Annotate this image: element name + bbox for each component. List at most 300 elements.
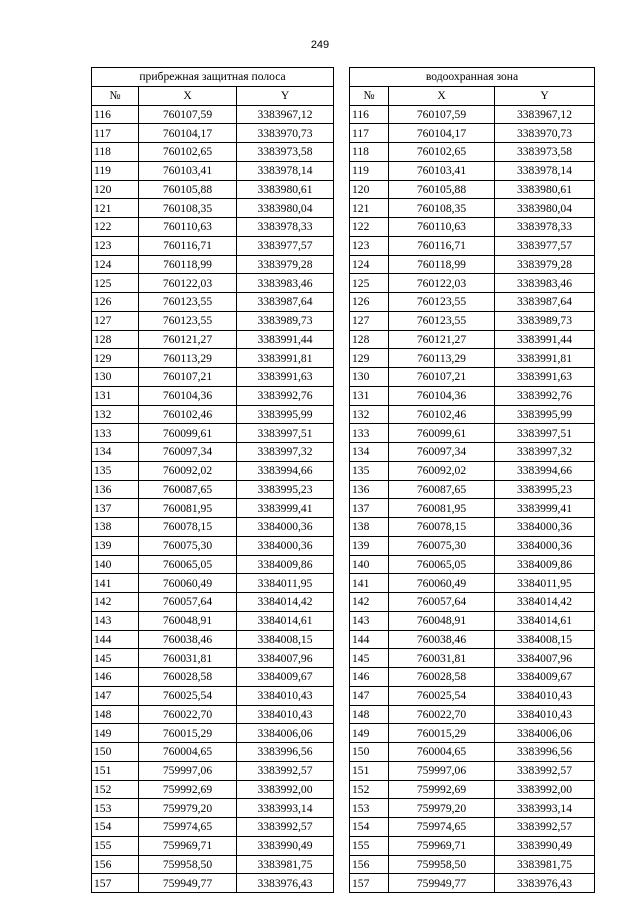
- point-number: 148: [92, 705, 139, 724]
- x-coordinate: 760028,58: [389, 668, 495, 687]
- x-coordinate: 759958,50: [389, 855, 495, 874]
- x-coordinate: 760103,41: [389, 161, 495, 180]
- x-coordinate: 760105,88: [139, 180, 237, 199]
- point-number: 131: [350, 386, 389, 405]
- y-coordinate: 3383989,73: [237, 311, 334, 330]
- point-number: 125: [92, 274, 139, 293]
- point-number: 126: [92, 293, 139, 312]
- x-coordinate: 760025,54: [389, 686, 495, 705]
- point-number: 121: [92, 199, 139, 218]
- y-coordinate: 3384009,86: [495, 555, 595, 574]
- table-row: [350, 480, 595, 499]
- table-row: [92, 124, 334, 143]
- y-coordinate: 3383992,00: [237, 780, 334, 799]
- table-row: [92, 105, 334, 124]
- x-coordinate: 760099,61: [139, 424, 237, 443]
- point-number: 153: [92, 799, 139, 818]
- table-row: [350, 461, 595, 480]
- point-number: 130: [92, 368, 139, 387]
- point-number: 156: [350, 855, 389, 874]
- table-row: [350, 668, 595, 687]
- x-coordinate: 760102,65: [139, 143, 237, 162]
- x-coordinate: 760015,29: [389, 724, 495, 743]
- x-coordinate: 759974,65: [139, 818, 237, 837]
- y-coordinate: 3383980,61: [237, 180, 334, 199]
- table-row: [92, 611, 334, 630]
- table-row: [92, 330, 334, 349]
- y-coordinate: 3383970,73: [495, 124, 595, 143]
- x-coordinate: 760097,34: [389, 443, 495, 462]
- x-coordinate: 760113,29: [139, 349, 237, 368]
- table-row: [92, 499, 334, 518]
- table-row: [92, 780, 334, 799]
- point-number: 118: [92, 143, 139, 162]
- table-row: [92, 855, 334, 874]
- x-coordinate: 760031,81: [139, 649, 237, 668]
- table-row: [92, 161, 334, 180]
- y-coordinate: 3383980,04: [495, 199, 595, 218]
- x-coordinate: 760123,55: [389, 311, 495, 330]
- x-coordinate: 760004,65: [139, 743, 237, 762]
- y-coordinate: 3384014,42: [237, 593, 334, 612]
- y-coordinate: 3383978,14: [495, 161, 595, 180]
- x-coordinate: 760122,03: [389, 274, 495, 293]
- table-title-row: [92, 68, 334, 87]
- y-coordinate: 3384009,86: [237, 555, 334, 574]
- x-coordinate: 760092,02: [139, 461, 237, 480]
- y-coordinate: 3383997,51: [495, 424, 595, 443]
- y-coordinate: 3383981,75: [237, 855, 334, 874]
- point-number: 136: [350, 480, 389, 499]
- point-number: 137: [92, 499, 139, 518]
- x-coordinate: 759992,69: [139, 780, 237, 799]
- column-header-row: [92, 86, 334, 105]
- y-coordinate: 3383999,41: [495, 499, 595, 518]
- point-number: 152: [350, 780, 389, 799]
- x-coordinate: 760031,81: [389, 649, 495, 668]
- y-coordinate: 3384006,06: [237, 724, 334, 743]
- table-row: [92, 705, 334, 724]
- y-coordinate: 3383978,33: [237, 218, 334, 237]
- table-row: [350, 255, 595, 274]
- x-coordinate: 759992,69: [389, 780, 495, 799]
- y-coordinate: 3383967,12: [495, 105, 595, 124]
- table-row: [92, 518, 334, 537]
- table-row: [350, 274, 595, 293]
- column-header-number: №: [92, 86, 139, 105]
- table-row: [350, 293, 595, 312]
- table-row: [92, 668, 334, 687]
- point-number: 116: [350, 105, 389, 124]
- y-coordinate: 3384010,43: [495, 686, 595, 705]
- table-row: [350, 630, 595, 649]
- x-coordinate: 760004,65: [389, 743, 495, 762]
- x-coordinate: 760116,71: [389, 236, 495, 255]
- column-header-row: [350, 86, 595, 105]
- x-coordinate: 759979,20: [389, 799, 495, 818]
- y-coordinate: 3383983,46: [495, 274, 595, 293]
- table-row: [92, 143, 334, 162]
- table-row: [350, 161, 595, 180]
- table-row: [92, 199, 334, 218]
- table-row: [92, 836, 334, 855]
- x-coordinate: 760097,34: [139, 443, 237, 462]
- y-coordinate: 3383992,57: [237, 761, 334, 780]
- point-number: 131: [92, 386, 139, 405]
- x-coordinate: 759969,71: [139, 836, 237, 855]
- table-row: [350, 611, 595, 630]
- table-row: [92, 686, 334, 705]
- point-number: 128: [350, 330, 389, 349]
- x-coordinate: 760087,65: [139, 480, 237, 499]
- table-row: [350, 499, 595, 518]
- point-number: 153: [350, 799, 389, 818]
- x-coordinate: 760087,65: [389, 480, 495, 499]
- y-coordinate: 3383980,04: [237, 199, 334, 218]
- y-coordinate: 3383970,73: [237, 124, 334, 143]
- point-number: 150: [350, 743, 389, 762]
- y-coordinate: 3383992,57: [495, 818, 595, 837]
- point-number: 157: [92, 874, 139, 893]
- point-number: 127: [92, 311, 139, 330]
- table-row: [350, 855, 595, 874]
- table-title-row: [350, 68, 595, 87]
- point-number: 133: [92, 424, 139, 443]
- table-row: [92, 555, 334, 574]
- y-coordinate: 3383978,33: [495, 218, 595, 237]
- y-coordinate: 3384000,36: [495, 536, 595, 555]
- table-row: [350, 724, 595, 743]
- y-coordinate: 3384000,36: [237, 536, 334, 555]
- y-coordinate: 3384009,67: [495, 668, 595, 687]
- point-number: 144: [92, 630, 139, 649]
- x-coordinate: 760104,17: [139, 124, 237, 143]
- point-number: 150: [92, 743, 139, 762]
- y-coordinate: 3383976,43: [237, 874, 334, 893]
- y-coordinate: 3383977,57: [237, 236, 334, 255]
- point-number: 122: [350, 218, 389, 237]
- y-coordinate: 3383981,75: [495, 855, 595, 874]
- y-coordinate: 3383977,57: [495, 236, 595, 255]
- point-number: 142: [350, 593, 389, 612]
- column-header-number: №: [350, 86, 389, 105]
- table-row: [92, 236, 334, 255]
- x-coordinate: 759974,65: [389, 818, 495, 837]
- y-coordinate: 3384007,96: [237, 649, 334, 668]
- x-coordinate: 760015,29: [139, 724, 237, 743]
- x-coordinate: 760123,55: [389, 293, 495, 312]
- point-number: 129: [92, 349, 139, 368]
- coastal-protection-strip-table: [91, 67, 334, 893]
- table-row: [350, 593, 595, 612]
- table-row: [350, 686, 595, 705]
- table-row: [92, 405, 334, 424]
- x-coordinate: 760038,46: [389, 630, 495, 649]
- y-coordinate: 3383999,41: [237, 499, 334, 518]
- point-number: 147: [92, 686, 139, 705]
- y-coordinate: 3383991,63: [237, 368, 334, 387]
- table-row: [350, 443, 595, 462]
- table-row: [92, 630, 334, 649]
- y-coordinate: 3383995,99: [237, 405, 334, 424]
- table-row: [92, 424, 334, 443]
- x-coordinate: 760108,35: [139, 199, 237, 218]
- point-number: 146: [350, 668, 389, 687]
- point-number: 140: [350, 555, 389, 574]
- table-row: [350, 836, 595, 855]
- x-coordinate: 760022,70: [389, 705, 495, 724]
- y-coordinate: 3383987,64: [237, 293, 334, 312]
- point-number: 120: [92, 180, 139, 199]
- table-row: [350, 649, 595, 668]
- point-number: 155: [350, 836, 389, 855]
- point-number: 136: [92, 480, 139, 499]
- table-row: [92, 743, 334, 762]
- table-row: [350, 424, 595, 443]
- point-number: 155: [92, 836, 139, 855]
- table-row: [92, 799, 334, 818]
- y-coordinate: 3383992,57: [237, 818, 334, 837]
- x-coordinate: 760110,63: [139, 218, 237, 237]
- x-coordinate: 760123,55: [139, 293, 237, 312]
- x-coordinate: 760075,30: [139, 536, 237, 555]
- x-coordinate: 760121,27: [139, 330, 237, 349]
- table-row: [350, 705, 595, 724]
- x-coordinate: 760081,95: [139, 499, 237, 518]
- point-number: 152: [92, 780, 139, 799]
- y-coordinate: 3383994,66: [495, 461, 595, 480]
- water-protection-zone-table: [349, 67, 595, 893]
- table-row: [350, 124, 595, 143]
- x-coordinate: 760107,21: [139, 368, 237, 387]
- point-number: 123: [350, 236, 389, 255]
- table-row: [350, 330, 595, 349]
- x-coordinate: 760078,15: [389, 518, 495, 537]
- y-coordinate: 3383992,57: [495, 761, 595, 780]
- y-coordinate: 3383991,63: [495, 368, 595, 387]
- point-number: 134: [92, 443, 139, 462]
- x-coordinate: 760104,36: [139, 386, 237, 405]
- point-number: 129: [350, 349, 389, 368]
- point-number: 133: [350, 424, 389, 443]
- y-coordinate: 3383979,28: [237, 255, 334, 274]
- y-coordinate: 3384010,43: [237, 686, 334, 705]
- point-number: 117: [350, 124, 389, 143]
- point-number: 124: [92, 255, 139, 274]
- y-coordinate: 3384007,96: [495, 649, 595, 668]
- y-coordinate: 3383987,64: [495, 293, 595, 312]
- table-row: [92, 574, 334, 593]
- x-coordinate: 760065,05: [139, 555, 237, 574]
- y-coordinate: 3383983,46: [237, 274, 334, 293]
- table-row: [350, 236, 595, 255]
- table-row: [350, 218, 595, 237]
- x-coordinate: 759949,77: [139, 874, 237, 893]
- point-number: 119: [92, 161, 139, 180]
- table-row: [350, 368, 595, 387]
- x-coordinate: 760103,41: [139, 161, 237, 180]
- point-number: 137: [350, 499, 389, 518]
- table-row: [92, 274, 334, 293]
- table-row: [350, 105, 595, 124]
- point-number: 122: [92, 218, 139, 237]
- point-number: 132: [350, 405, 389, 424]
- point-number: 125: [350, 274, 389, 293]
- y-coordinate: 3383980,61: [495, 180, 595, 199]
- point-number: 135: [92, 461, 139, 480]
- point-number: 116: [92, 105, 139, 124]
- table-row: [350, 818, 595, 837]
- table-row: [92, 818, 334, 837]
- y-coordinate: 3384000,36: [495, 518, 595, 537]
- point-number: 139: [92, 536, 139, 555]
- point-number: 149: [92, 724, 139, 743]
- x-coordinate: 760081,95: [389, 499, 495, 518]
- point-number: 138: [350, 518, 389, 537]
- y-coordinate: 3383967,12: [237, 105, 334, 124]
- y-coordinate: 3383991,81: [495, 349, 595, 368]
- point-number: 128: [92, 330, 139, 349]
- y-coordinate: 3383996,56: [237, 743, 334, 762]
- table-row: [350, 761, 595, 780]
- y-coordinate: 3383995,23: [237, 480, 334, 499]
- table-row: [92, 761, 334, 780]
- point-number: 140: [92, 555, 139, 574]
- x-coordinate: 760099,61: [389, 424, 495, 443]
- x-coordinate: 760092,02: [389, 461, 495, 480]
- y-coordinate: 3383992,76: [495, 386, 595, 405]
- y-coordinate: 3384014,42: [495, 593, 595, 612]
- x-coordinate: 760060,49: [389, 574, 495, 593]
- point-number: 126: [350, 293, 389, 312]
- point-number: 124: [350, 255, 389, 274]
- table-row: [350, 536, 595, 555]
- x-coordinate: 759949,77: [389, 874, 495, 893]
- point-number: 156: [92, 855, 139, 874]
- y-coordinate: 3384008,15: [495, 630, 595, 649]
- point-number: 149: [350, 724, 389, 743]
- x-coordinate: 759997,06: [139, 761, 237, 780]
- x-coordinate: 760105,88: [389, 180, 495, 199]
- table-row: [92, 649, 334, 668]
- table-row: [92, 349, 334, 368]
- point-number: 157: [350, 874, 389, 893]
- x-coordinate: 760113,29: [389, 349, 495, 368]
- y-coordinate: 3383997,51: [237, 424, 334, 443]
- x-coordinate: 760057,64: [139, 593, 237, 612]
- table-row: [350, 874, 595, 893]
- x-coordinate: 760025,54: [139, 686, 237, 705]
- y-coordinate: 3383991,44: [237, 330, 334, 349]
- point-number: 145: [92, 649, 139, 668]
- x-coordinate: 760075,30: [389, 536, 495, 555]
- point-number: 123: [92, 236, 139, 255]
- x-coordinate: 759979,20: [139, 799, 237, 818]
- point-number: 135: [350, 461, 389, 480]
- x-coordinate: 760078,15: [139, 518, 237, 537]
- x-coordinate: 760102,65: [389, 143, 495, 162]
- table-row: [350, 799, 595, 818]
- x-coordinate: 760028,58: [139, 668, 237, 687]
- y-coordinate: 3383994,66: [237, 461, 334, 480]
- y-coordinate: 3384014,61: [237, 611, 334, 630]
- table-row: [350, 349, 595, 368]
- column-header-y: Y: [237, 86, 334, 105]
- y-coordinate: 3383973,58: [237, 143, 334, 162]
- table-title: водоохранная зона: [350, 68, 595, 87]
- y-coordinate: 3383993,14: [237, 799, 334, 818]
- x-coordinate: 760116,71: [139, 236, 237, 255]
- coastal-table-body: [92, 68, 334, 893]
- table-title: прибрежная защитная полоса: [92, 68, 334, 87]
- table-row: [350, 199, 595, 218]
- x-coordinate: 760123,55: [139, 311, 237, 330]
- x-coordinate: 760102,46: [389, 405, 495, 424]
- y-coordinate: 3383992,00: [495, 780, 595, 799]
- point-number: 120: [350, 180, 389, 199]
- y-coordinate: 3383995,99: [495, 405, 595, 424]
- y-coordinate: 3383995,23: [495, 480, 595, 499]
- y-coordinate: 3384009,67: [237, 668, 334, 687]
- x-coordinate: 760110,63: [389, 218, 495, 237]
- y-coordinate: 3383991,81: [237, 349, 334, 368]
- table-row: [92, 593, 334, 612]
- y-coordinate: 3384011,95: [237, 574, 334, 593]
- table-row: [92, 461, 334, 480]
- y-coordinate: 3383990,49: [237, 836, 334, 855]
- table-row: [92, 180, 334, 199]
- table-row: [92, 724, 334, 743]
- point-number: 121: [350, 199, 389, 218]
- point-number: 134: [350, 443, 389, 462]
- x-coordinate: 760104,36: [389, 386, 495, 405]
- point-number: 117: [92, 124, 139, 143]
- table-row: [92, 311, 334, 330]
- table-row: [92, 536, 334, 555]
- y-coordinate: 3383973,58: [495, 143, 595, 162]
- table-row: [350, 405, 595, 424]
- x-coordinate: 759969,71: [389, 836, 495, 855]
- point-number: 130: [350, 368, 389, 387]
- point-number: 146: [92, 668, 139, 687]
- y-coordinate: 3383997,32: [237, 443, 334, 462]
- x-coordinate: 760048,91: [139, 611, 237, 630]
- x-coordinate: 759958,50: [139, 855, 237, 874]
- point-number: 132: [92, 405, 139, 424]
- point-number: 145: [350, 649, 389, 668]
- table-row: [350, 743, 595, 762]
- x-coordinate: 760022,70: [139, 705, 237, 724]
- column-header-y: Y: [495, 86, 595, 105]
- y-coordinate: 3384014,61: [495, 611, 595, 630]
- x-coordinate: 760065,05: [389, 555, 495, 574]
- table-row: [350, 311, 595, 330]
- y-coordinate: 3383992,76: [237, 386, 334, 405]
- point-number: 147: [350, 686, 389, 705]
- point-number: 151: [92, 761, 139, 780]
- table-row: [92, 218, 334, 237]
- table-row: [350, 180, 595, 199]
- table-row: [92, 255, 334, 274]
- y-coordinate: 3383996,56: [495, 743, 595, 762]
- column-header-x: X: [139, 86, 237, 105]
- x-coordinate: 760107,59: [139, 105, 237, 124]
- y-coordinate: 3384011,95: [495, 574, 595, 593]
- x-coordinate: 760107,21: [389, 368, 495, 387]
- x-coordinate: 760038,46: [139, 630, 237, 649]
- x-coordinate: 759997,06: [389, 761, 495, 780]
- point-number: 138: [92, 518, 139, 537]
